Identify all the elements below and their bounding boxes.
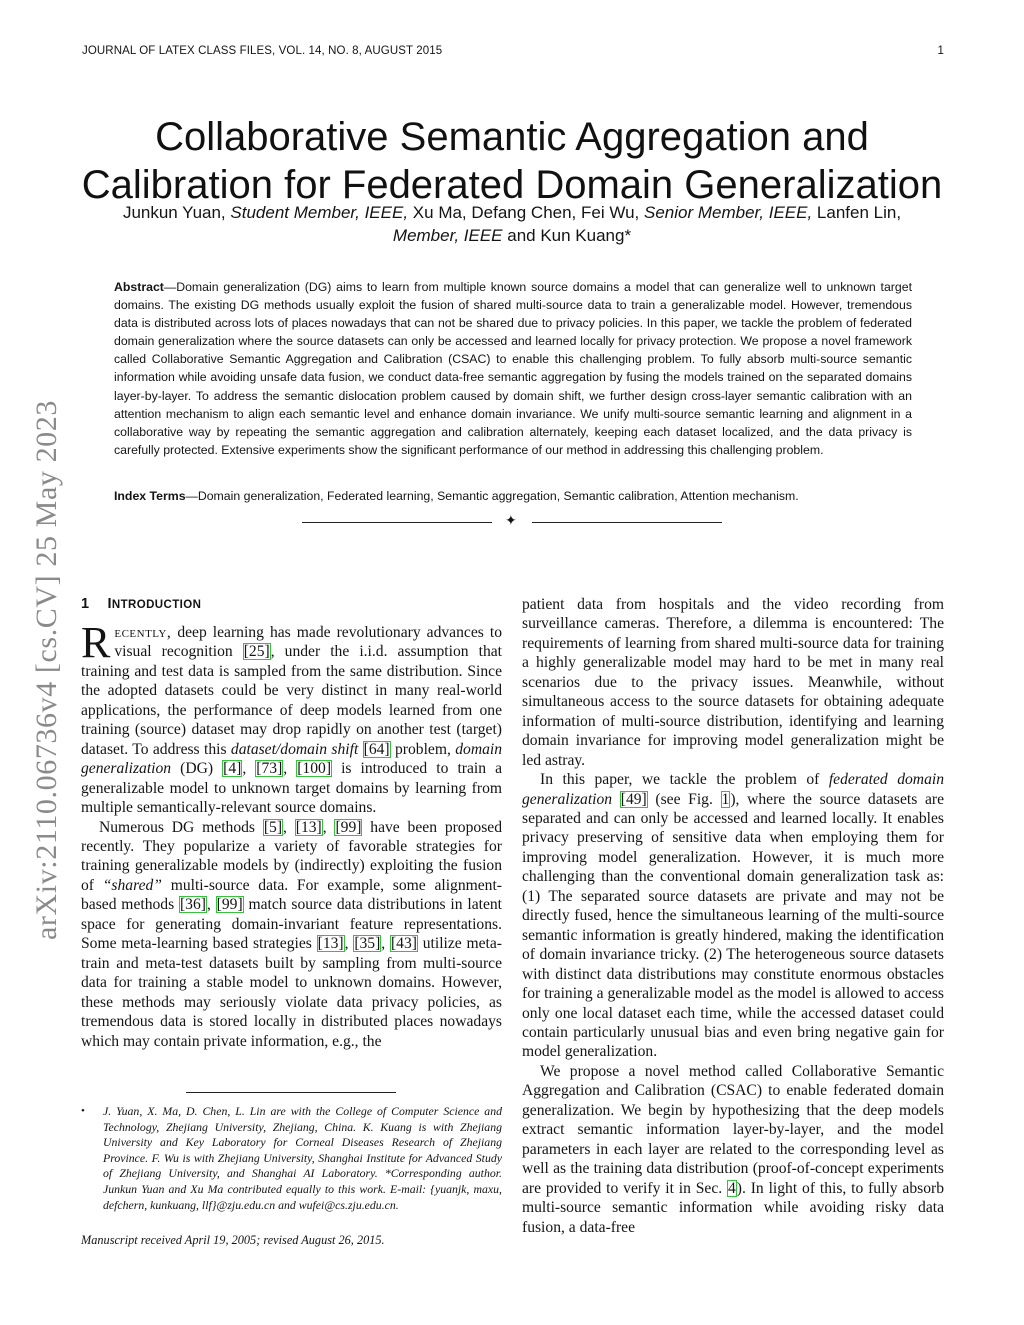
section-heading [81,595,502,613]
text-run: match source data distributions in latent space for generating domain-invariant feature representations. Some meta-learning based strategies [81,896,503,953]
text-run: ). In light of this, to fully absorb multi-source semantic information while avoiding risky data fusion, a data-free [522,1179,944,1236]
emphasis: federated domain generalization [522,771,944,808]
emphasis: domain generalization [81,740,502,778]
paragraph [522,770,944,1062]
footnote-bullet: • [81,1105,85,1117]
citation-link[interactable]: [35] [354,935,381,953]
text-run: Numerous DG methods [99,818,263,836]
left-column [81,595,502,1051]
citation-link[interactable]: [49] [620,790,647,808]
citation-link[interactable]: [100] [297,760,332,778]
index-terms-label: Index Terms [114,489,186,503]
paragraph [522,1062,944,1237]
affiliation-footnote [81,1104,502,1213]
author-2-role: Senior Member, IEEE, [644,203,813,222]
paper-title [40,113,984,209]
journal-name: JOURNAL OF LATEX CLASS FILES, VOL. 14, NO. 8, AUGUST 2015 [82,45,443,57]
citation-link[interactable]: [43] [390,935,417,953]
author-3-role: Member, IEEE [392,226,503,245]
separator-rule-right [532,522,722,523]
text-run: utilize meta-train and meta-test datasets built by sampling from multi-source data for training a stable model to unknown domains. However, these methods may seriously violate data privacy policies, as tremendous data is stored locally in distributed places nowadays which may contain private information, e.g., the [81,935,503,1050]
text-run: is introduced to train a generalizable model to unknown target domains by learning from multiple semantically-relevant source domains. [81,760,503,817]
citation-link[interactable]: [5] [263,818,283,836]
footnote-text: J. Yuan, X. Ma, D. Chen, L. Lin are with the College of Computer Science and Technology, Zhejiang University, Zhejiang, China. K. Kuang is with Zhejiang University and Key Laboratory for Corneal Diseases Research of Zhejiang Province. F. Wu is with Zhejiang University, Shanghai Institute for Advanced Study of Zhejiang University, and Shanghai AI Laboratory. *Corresponding author. Junkun Yuan and Xu Ma contributed equally to this work. E-mail: {yuanjk, maxu, defchern, kunkuang, llf}@zju.edu.cn and wufei@cs.zju.edu.cn. [103,1104,502,1212]
title-line-1: Collaborative Semantic Aggregation and [155,114,869,159]
section-separator [302,514,722,530]
citation-link[interactable]: [36] [179,896,206,914]
emphasis: “shared” [102,876,162,894]
page-number: 1 [937,45,944,57]
citation-link[interactable]: [73] [256,760,283,778]
text-run: ), where the source datasets are separated and can only be accessed and learned locally. It enables privacy preserving of sensitive data when employing them for improving model generalization. However, it is much more challenging than the conventional domain generalization task as: (1) The separated source datasets are private and may not be directly fused, hence the simultaneous learning of the multi-source semantic information is greatly hindered, making the identification of domain invariance tricky. (2) The heterogeneous source datasets with distinct data distributions may constitute enormous obstacles for training a generalizable model as the model is allowed to access only one local dataset each time, while the accessed dataset could contain particularly unusual bias and even bring negative gain for model generalization. [522,790,944,1061]
author-1-role: Student Member, IEEE, [230,203,409,222]
author-2: Xu Ma, Defang Chen, Fei Wu, [412,203,640,222]
manuscript-received: Manuscript received April 19, 2005; revised August 26, 2015. [81,1233,385,1247]
author-4: and Kun Kuang* [507,226,632,245]
citation-link[interactable]: [25] [243,643,270,661]
title-line-2: Calibration for Federated Domain Generalization [81,162,943,207]
citation-link[interactable]: [13] [317,935,344,953]
lead-in: ecently, [114,624,172,641]
text-run: In this paper, we tackle the problem of [540,771,829,789]
text-run: problem, [390,740,456,758]
section-number: 1 [81,596,90,612]
running-header [82,45,944,57]
paragraph: patient data from hospitals and the video recording from surveillance cameras. Therefore, a dilemma is encountered: The requirements of learning from shared multi-source data for training a highly generalizable model may hard to be met in many real scenarios due to the privacy issues. Meanwhile, without simultaneous access to the source datasets for obtaining adequate information of multi-source distribution, identifying and learning domain invariance for improving model generalization might be led astray. [522,596,944,769]
section-title-initial: I [107,596,112,612]
citation-link[interactable]: [99] [335,818,362,836]
text-run: We propose a novel method called Collaborative Semantic Aggregation and Calibration (CSAC) to enable federated domain generalization. We begin by hypothesizing that the deep models extract semantic information layer-by-layer, and the model parameters in each layer are related to the corresponding level as well as the training data distribution (proof-of-concept experiments are provided to verify it in Sec. [522,1062,944,1197]
index-terms [114,487,912,505]
footnote-rule [186,1092,396,1093]
abstract [114,278,912,459]
right-column [522,595,944,1237]
text-run: deep learning has made revolutionary advances to visual recognition [114,624,502,661]
author-3: Lanfen Lin, [816,203,902,222]
author-1: Junkun Yuan, [122,203,226,222]
author-list [60,201,964,247]
separator-rule-left [302,522,492,523]
section-title-rest: NTRODUCTION [111,599,202,611]
separator-diamond-icon: ✦ [505,514,517,529]
abstract-label: Abstract [114,280,164,294]
citation-link[interactable]: [4] [223,760,242,778]
text-run: multi-source data. For example, some alignment-based methods [81,876,502,914]
figure-link[interactable]: 1 [721,790,730,808]
emphasis: dataset/domain shift [230,740,359,758]
arxiv-stamp: arXiv:2110.06736v4 [cs.CV] 25 May 2023 [30,400,63,940]
citation-link[interactable]: [64] [363,740,390,758]
text-run: have been proposed recently. They popularize a variety of favorable strategies for training generalizable models by (indirectly) exploiting the fusion of [81,818,502,894]
citation-link[interactable]: [13] [295,818,322,836]
paragraph: Numerous DG methods [5], [13], [99] have been proposed recently. They popularize a variety of favorable strategies for training generalizable models by (indirectly) exploiting the fusion of “shared” multi-source data. For example, some alignment-based methods [36], [99] match source data distributions in latent space for generating domain-invariant feature representations. Some meta-learning based strategies [13], [35], [43] utilize meta-train and meta-test datasets built by sampling from multi-source data for training a stable model to unknown domains. However, these methods may seriously violate data privacy policies, as tremendous data is stored locally in distributed places nowadays which may contain private information, e.g., the [81,818,503,1050]
abstract-text: —Domain generalization (DG) aims to learn from multiple known source domains a model that can generalize well to unknown target domains. The existing DG methods usually exploit the fusion of shared multi-source data to train a generalizable model. However, tremendous data is distributed across lots of places nowadays that can not be shared due to privacy policies. In this paper, we tackle the problem of federated domain generalization where the source datasets can only be accessed and learned locally for privacy protection. We propose a novel framework called Collaborative Semantic Aggregation and Calibration (CSAC) to enable this challenging problem. To fully absorb multi-source semantic information while avoiding unsafe data fusion, we conduct data-free semantic aggregation by fusing the models trained on the separated domains layer-by-layer. To address the semantic dislocation problem caused by domain shift, we further design cross-layer semantic calibration with an attention mechanism to align each semantic level and enhance domain invariance. We unify multi-source semantic learning and alignment in a collaborative way by repeating the semantic aggregation and calibration alternately, keeping each dataset localized, and the data privacy is carefully protected. Extensive experiments show the significant performance of our method in addressing this challenging problem. [114,280,912,457]
index-terms-text: —Domain generalization, Federated learning, Semantic aggregation, Semantic calibration, Attention mechanism. [185,489,799,503]
drop-cap: R [81,618,111,667]
section-link[interactable]: 4 [728,1179,736,1197]
citation-link[interactable]: [99] [216,896,243,914]
text-run: (see Fig. [647,790,721,808]
paragraph: Recently, deep learning has made revolutionary advances to visual recognition [25], under the i.i.d. assumption that training and test data is sampled from the same distribution. Since the adopted datasets could be very distinct in many real-world applications, the performance of deep models learned from one training (source) dataset may drop rapidly on another test (target) dataset. To address this dataset/domain shift [64] problem, domain generalization (DG) [4], [73], [100] is introduced to train a generalizable model to unknown target domains by learning from multiple semantically-relevant source domains. [81,618,503,817]
text-run: (DG) [171,760,223,778]
text-run: , under the i.i.d. assumption that training and test data is sampled from the same distribution. Since the adopted datasets could be very distinct in many real-world applications, the performance of deep models learned from one training (source) dataset may drop rapidly on another test (target) dataset. To address this [81,643,503,758]
